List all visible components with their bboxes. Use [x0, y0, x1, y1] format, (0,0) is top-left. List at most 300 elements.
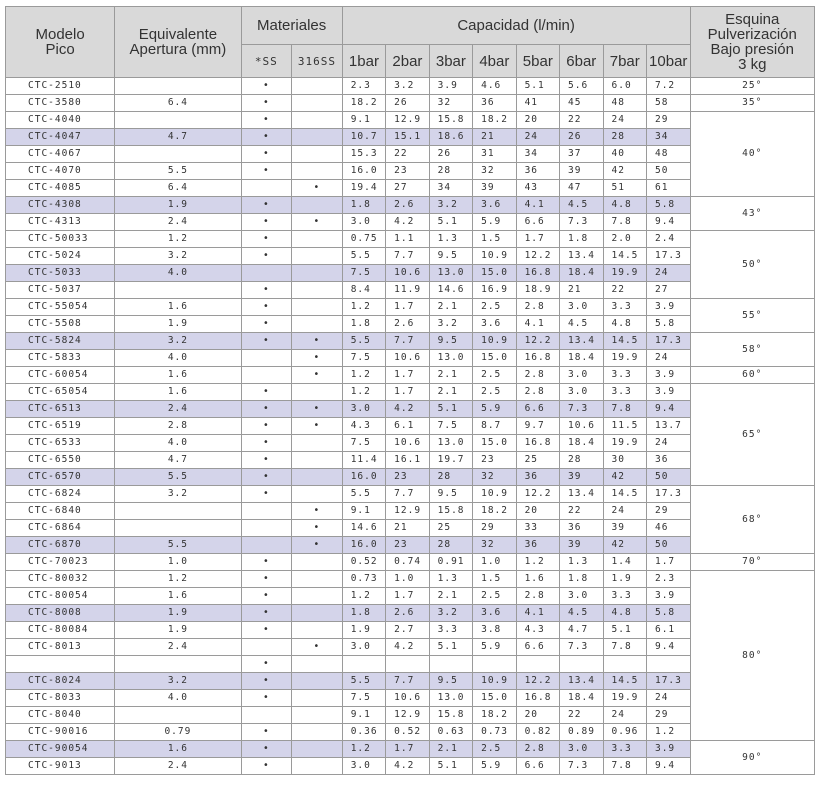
capacity-cell: 16.8 — [516, 350, 559, 367]
capacity-cell: 18.4 — [560, 690, 603, 707]
header-bar-7: 7bar — [603, 45, 646, 78]
capacity-cell: 4.8 — [603, 605, 646, 622]
model-cell: CTC-5033 — [6, 265, 115, 282]
model-cell: CTC-3580 — [6, 95, 115, 112]
capacity-cell: 1.7 — [386, 299, 429, 316]
capacity-cell: 7.7 — [386, 673, 429, 690]
capacity-cell: 2.5 — [473, 741, 516, 758]
capacity-cell: 7.5 — [342, 350, 385, 367]
capacity-cell: 9.5 — [429, 248, 472, 265]
table-row — [6, 112, 815, 129]
capacity-cell: 20 — [516, 503, 559, 520]
capacity-cell: 16.8 — [516, 265, 559, 282]
spray-angle-cell: 35° — [690, 95, 815, 112]
capacity-cell: 5.9 — [473, 214, 516, 231]
capacity-cell: 5.1 — [429, 401, 472, 418]
capacity-cell: 39 — [560, 163, 603, 180]
model-cell: CTC-5037 — [6, 282, 115, 299]
capacity-cell: 7.7 — [386, 248, 429, 265]
capacity-cell: 12.9 — [386, 503, 429, 520]
capacity-cell: 15.1 — [386, 129, 429, 146]
material-ss-cell: • — [241, 129, 292, 146]
model-cell: CTC-4085 — [6, 180, 115, 197]
capacity-cell: 1.6 — [516, 571, 559, 588]
capacity-cell: 2.5 — [473, 367, 516, 384]
capacity-cell: 4.8 — [603, 197, 646, 214]
spray-angle-cell: 43° — [690, 197, 815, 231]
material-316ss-cell — [292, 248, 343, 265]
capacity-cell: 2.0 — [603, 231, 646, 248]
capacity-cell: 3.0 — [342, 758, 385, 775]
capacity-cell: 3.0 — [560, 588, 603, 605]
capacity-cell: 37 — [560, 146, 603, 163]
capacity-cell: 2.3 — [646, 571, 690, 588]
capacity-cell: 5.9 — [473, 401, 516, 418]
aperture-cell — [115, 656, 241, 673]
capacity-cell: 3.0 — [342, 401, 385, 418]
capacity-cell: 2.6 — [386, 605, 429, 622]
capacity-cell: 7.2 — [646, 78, 690, 95]
capacity-cell: 9.1 — [342, 503, 385, 520]
capacity-cell: 46 — [646, 520, 690, 537]
capacity-cell: 7.8 — [603, 758, 646, 775]
capacity-cell: 32 — [473, 163, 516, 180]
capacity-cell: 39 — [560, 537, 603, 554]
capacity-cell: 19.7 — [429, 452, 472, 469]
capacity-cell: 9.4 — [646, 401, 690, 418]
table-row — [6, 231, 815, 248]
material-316ss-cell: • — [292, 214, 343, 231]
material-ss-cell: • — [241, 231, 292, 248]
capacity-cell: 12.2 — [516, 673, 559, 690]
header-bar-10: 10bar — [646, 45, 690, 78]
capacity-cell: 24 — [603, 707, 646, 724]
capacity-cell: 9.4 — [646, 214, 690, 231]
aperture-cell: 4.0 — [115, 265, 241, 282]
capacity-cell: 21 — [560, 282, 603, 299]
capacity-cell: 2.5 — [473, 384, 516, 401]
capacity-cell: 43 — [516, 180, 559, 197]
capacity-cell: 10.9 — [473, 486, 516, 503]
capacity-cell: 29 — [646, 112, 690, 129]
aperture-cell: 3.2 — [115, 673, 241, 690]
material-316ss-cell — [292, 231, 343, 248]
model-cell: CTC-4313 — [6, 214, 115, 231]
capacity-cell: 50 — [646, 537, 690, 554]
material-316ss-cell: • — [292, 520, 343, 537]
material-316ss-cell — [292, 95, 343, 112]
capacity-cell: 14.5 — [603, 486, 646, 503]
model-cell: CTC-6519 — [6, 418, 115, 435]
capacity-cell: 2.3 — [342, 78, 385, 95]
capacity-cell: 7.8 — [603, 639, 646, 656]
table-row — [6, 333, 815, 350]
model-cell: CTC-4040 — [6, 112, 115, 129]
capacity-cell: 48 — [646, 146, 690, 163]
material-ss-cell: • — [241, 197, 292, 214]
spray-angle-cell: 80° — [690, 571, 815, 741]
capacity-cell: 50 — [646, 163, 690, 180]
capacity-cell: 6.1 — [386, 418, 429, 435]
capacity-cell: 15.0 — [473, 350, 516, 367]
model-cell: CTC-8008 — [6, 605, 115, 622]
spray-angle-cell: 60° — [690, 367, 815, 384]
capacity-cell: 36 — [473, 95, 516, 112]
capacity-cell: 6.6 — [516, 401, 559, 418]
capacity-cell: 7.8 — [603, 401, 646, 418]
capacity-cell: 16.8 — [516, 690, 559, 707]
capacity-cell: 0.91 — [429, 554, 472, 571]
model-cell: CTC-2510 — [6, 78, 115, 95]
material-316ss-cell — [292, 673, 343, 690]
material-ss-cell — [241, 520, 292, 537]
capacity-cell: 10.6 — [560, 418, 603, 435]
aperture-cell: 2.8 — [115, 418, 241, 435]
capacity-cell: 4.1 — [516, 605, 559, 622]
capacity-cell: 20 — [516, 112, 559, 129]
material-ss-cell: • — [241, 418, 292, 435]
aperture-cell: 1.6 — [115, 367, 241, 384]
capacity-cell: 24 — [646, 350, 690, 367]
model-cell: CTC-60054 — [6, 367, 115, 384]
capacity-cell: 2.7 — [386, 622, 429, 639]
capacity-cell: 4.2 — [386, 639, 429, 656]
model-cell: CTC-5824 — [6, 333, 115, 350]
capacity-cell: 2.1 — [429, 299, 472, 316]
capacity-cell: 1.5 — [473, 571, 516, 588]
model-cell: CTC-5024 — [6, 248, 115, 265]
capacity-cell: 27 — [646, 282, 690, 299]
capacity-cell: 7.3 — [560, 401, 603, 418]
capacity-cell — [646, 656, 690, 673]
capacity-cell — [473, 656, 516, 673]
capacity-cell: 3.3 — [603, 299, 646, 316]
header-bar-2: 2bar — [386, 45, 429, 78]
material-ss-cell: • — [241, 605, 292, 622]
material-316ss-cell — [292, 707, 343, 724]
capacity-cell: 1.9 — [603, 571, 646, 588]
spray-angle-cell: 70° — [690, 554, 815, 571]
capacity-cell: 10.6 — [386, 265, 429, 282]
material-316ss-cell: • — [292, 418, 343, 435]
aperture-cell: 1.9 — [115, 605, 241, 622]
capacity-cell: 4.2 — [386, 214, 429, 231]
capacity-cell: 16.0 — [342, 537, 385, 554]
capacity-cell: 23 — [386, 537, 429, 554]
capacity-cell: 9.4 — [646, 758, 690, 775]
aperture-cell: 3.2 — [115, 248, 241, 265]
capacity-cell: 1.9 — [342, 622, 385, 639]
capacity-cell: 13.0 — [429, 435, 472, 452]
material-316ss-cell — [292, 622, 343, 639]
material-316ss-cell — [292, 112, 343, 129]
capacity-cell: 5.1 — [429, 758, 472, 775]
model-cell: CTC-8033 — [6, 690, 115, 707]
material-316ss-cell — [292, 129, 343, 146]
capacity-cell — [342, 656, 385, 673]
capacity-cell: 19.9 — [603, 350, 646, 367]
capacity-cell: 1.2 — [342, 384, 385, 401]
capacity-cell: 18.2 — [473, 112, 516, 129]
capacity-cell: 23 — [386, 163, 429, 180]
capacity-cell: 29 — [646, 503, 690, 520]
material-316ss-cell — [292, 724, 343, 741]
material-316ss-cell — [292, 571, 343, 588]
capacity-cell: 1.0 — [473, 554, 516, 571]
capacity-cell: 2.1 — [429, 367, 472, 384]
capacity-cell: 24 — [603, 112, 646, 129]
capacity-cell: 34 — [516, 146, 559, 163]
material-ss-cell — [241, 707, 292, 724]
capacity-cell: 23 — [473, 452, 516, 469]
capacity-cell: 4.3 — [516, 622, 559, 639]
material-316ss-cell: • — [292, 333, 343, 350]
capacity-cell: 13.4 — [560, 248, 603, 265]
material-316ss-cell — [292, 741, 343, 758]
capacity-cell: 23 — [386, 469, 429, 486]
capacity-cell: 14.6 — [342, 520, 385, 537]
material-ss-cell: • — [241, 673, 292, 690]
material-316ss-cell — [292, 452, 343, 469]
capacity-cell: 5.8 — [646, 605, 690, 622]
capacity-cell: 28 — [429, 537, 472, 554]
capacity-cell: 17.3 — [646, 333, 690, 350]
aperture-cell: 1.9 — [115, 622, 241, 639]
model-cell: CTC-4070 — [6, 163, 115, 180]
material-316ss-cell: • — [292, 503, 343, 520]
capacity-cell: 1.2 — [516, 554, 559, 571]
table-row — [6, 367, 815, 384]
capacity-cell: 16.0 — [342, 469, 385, 486]
aperture-cell: 6.4 — [115, 95, 241, 112]
material-316ss-cell — [292, 299, 343, 316]
capacity-cell: 32 — [429, 95, 472, 112]
aperture-cell: 1.0 — [115, 554, 241, 571]
capacity-cell: 3.9 — [646, 299, 690, 316]
material-ss-cell: • — [241, 656, 292, 673]
spray-angle-cell: 50° — [690, 231, 815, 299]
model-cell: CTC-8024 — [6, 673, 115, 690]
aperture-cell: 2.4 — [115, 401, 241, 418]
model-cell: CTC-90016 — [6, 724, 115, 741]
capacity-cell: 10.9 — [473, 248, 516, 265]
capacity-cell: 15.0 — [473, 690, 516, 707]
header-model: Modelo Pico — [6, 7, 115, 78]
capacity-cell: 2.8 — [516, 367, 559, 384]
capacity-cell: 14.5 — [603, 673, 646, 690]
aperture-cell — [115, 707, 241, 724]
capacity-cell: 5.1 — [429, 214, 472, 231]
aperture-cell: 1.9 — [115, 316, 241, 333]
capacity-cell: 5.5 — [342, 673, 385, 690]
capacity-cell: 6.6 — [516, 758, 559, 775]
capacity-cell: 11.4 — [342, 452, 385, 469]
capacity-cell: 2.5 — [473, 299, 516, 316]
capacity-cell — [560, 656, 603, 673]
material-316ss-cell — [292, 656, 343, 673]
model-cell: CTC-5833 — [6, 350, 115, 367]
capacity-cell: 5.9 — [473, 639, 516, 656]
capacity-cell: 2.8 — [516, 588, 559, 605]
capacity-cell: 5.1 — [603, 622, 646, 639]
capacity-cell: 39 — [473, 180, 516, 197]
capacity-cell: 25 — [429, 520, 472, 537]
material-ss-cell: • — [241, 724, 292, 741]
header-material-316ss: 316SS — [292, 45, 343, 78]
material-316ss-cell — [292, 435, 343, 452]
material-316ss-cell — [292, 554, 343, 571]
material-ss-cell: • — [241, 248, 292, 265]
capacity-cell: 17.3 — [646, 248, 690, 265]
table-row — [6, 95, 815, 112]
table-row — [6, 486, 815, 503]
model-cell: CTC-8040 — [6, 707, 115, 724]
capacity-cell: 2.1 — [429, 384, 472, 401]
capacity-cell: 7.5 — [342, 690, 385, 707]
material-ss-cell: • — [241, 741, 292, 758]
capacity-cell: 1.0 — [386, 571, 429, 588]
aperture-cell: 5.5 — [115, 469, 241, 486]
capacity-cell: 2.1 — [429, 741, 472, 758]
capacity-cell: 16.1 — [386, 452, 429, 469]
capacity-cell: 1.7 — [646, 554, 690, 571]
capacity-cell: 0.36 — [342, 724, 385, 741]
capacity-cell: 7.5 — [342, 265, 385, 282]
capacity-cell: 13.0 — [429, 265, 472, 282]
aperture-cell: 1.6 — [115, 299, 241, 316]
capacity-cell: 45 — [560, 95, 603, 112]
capacity-cell: 3.2 — [386, 78, 429, 95]
capacity-cell: 3.9 — [646, 384, 690, 401]
capacity-cell: 0.89 — [560, 724, 603, 741]
capacity-cell: 28 — [603, 129, 646, 146]
capacity-cell: 18.4 — [560, 435, 603, 452]
model-cell: CTC-6513 — [6, 401, 115, 418]
aperture-cell — [115, 78, 241, 95]
capacity-cell: 1.7 — [386, 367, 429, 384]
capacity-cell: 6.6 — [516, 214, 559, 231]
capacity-cell: 30 — [603, 452, 646, 469]
capacity-cell: 29 — [473, 520, 516, 537]
capacity-cell: 2.5 — [473, 588, 516, 605]
capacity-cell: 5.1 — [516, 78, 559, 95]
capacity-cell: 4.2 — [386, 758, 429, 775]
capacity-cell: 39 — [603, 520, 646, 537]
capacity-cell: 1.3 — [429, 231, 472, 248]
capacity-cell: 0.75 — [342, 231, 385, 248]
capacity-cell: 5.9 — [473, 758, 516, 775]
model-cell: CTC-6533 — [6, 435, 115, 452]
capacity-cell: 12.2 — [516, 248, 559, 265]
capacity-cell: 3.3 — [429, 622, 472, 639]
capacity-cell: 1.7 — [386, 384, 429, 401]
capacity-cell: 1.2 — [342, 588, 385, 605]
material-ss-cell: • — [241, 384, 292, 401]
capacity-cell — [386, 656, 429, 673]
header-materials: Materiales — [241, 7, 342, 45]
material-ss-cell: • — [241, 435, 292, 452]
material-ss-cell — [241, 350, 292, 367]
capacity-cell: 2.8 — [516, 384, 559, 401]
model-cell: CTC-5508 — [6, 316, 115, 333]
capacity-cell: 18.4 — [560, 265, 603, 282]
capacity-cell: 11.9 — [386, 282, 429, 299]
capacity-cell: 13.0 — [429, 350, 472, 367]
capacity-cell: 36 — [560, 520, 603, 537]
capacity-cell: 31 — [473, 146, 516, 163]
capacity-cell: 28 — [429, 163, 472, 180]
capacity-cell: 1.4 — [603, 554, 646, 571]
capacity-cell: 1.5 — [473, 231, 516, 248]
capacity-cell: 42 — [603, 537, 646, 554]
capacity-cell: 28 — [429, 469, 472, 486]
capacity-cell: 4.1 — [516, 197, 559, 214]
capacity-cell: 17.3 — [646, 673, 690, 690]
capacity-cell: 15.0 — [473, 265, 516, 282]
capacity-cell: 24 — [516, 129, 559, 146]
model-cell: CTC-8013 — [6, 639, 115, 656]
capacity-cell: 6.1 — [646, 622, 690, 639]
capacity-cell: 1.2 — [342, 741, 385, 758]
capacity-cell: 1.8 — [560, 231, 603, 248]
capacity-cell: 34 — [646, 129, 690, 146]
capacity-cell: 10.6 — [386, 350, 429, 367]
header-material-ss: *SS — [241, 45, 292, 78]
capacity-cell: 12.2 — [516, 333, 559, 350]
material-ss-cell: • — [241, 316, 292, 333]
capacity-cell: 3.0 — [560, 367, 603, 384]
table-row — [6, 571, 815, 588]
capacity-cell: 1.2 — [342, 367, 385, 384]
aperture-cell: 1.6 — [115, 588, 241, 605]
header-bar-3: 3bar — [429, 45, 472, 78]
capacity-cell: 15.8 — [429, 503, 472, 520]
model-cell: CTC-80084 — [6, 622, 115, 639]
aperture-cell: 1.9 — [115, 197, 241, 214]
spray-angle-cell: 68° — [690, 486, 815, 554]
capacity-cell: 21 — [473, 129, 516, 146]
nozzle-spec-table — [5, 6, 815, 775]
aperture-cell: 4.7 — [115, 452, 241, 469]
capacity-cell: 9.4 — [646, 639, 690, 656]
material-ss-cell: • — [241, 571, 292, 588]
capacity-cell: 4.7 — [560, 622, 603, 639]
header-bar-1: 1bar — [342, 45, 385, 78]
capacity-cell: 4.5 — [560, 605, 603, 622]
capacity-cell: 5.5 — [342, 248, 385, 265]
capacity-cell: 0.82 — [516, 724, 559, 741]
material-316ss-cell — [292, 384, 343, 401]
capacity-cell: 16.9 — [473, 282, 516, 299]
capacity-cell: 26 — [429, 146, 472, 163]
capacity-cell: 0.52 — [342, 554, 385, 571]
capacity-cell: 19.9 — [603, 690, 646, 707]
capacity-cell: 18.2 — [342, 95, 385, 112]
capacity-cell: 7.7 — [386, 333, 429, 350]
capacity-cell: 41 — [516, 95, 559, 112]
aperture-cell: 2.4 — [115, 758, 241, 775]
material-ss-cell: • — [241, 78, 292, 95]
capacity-cell: 0.96 — [603, 724, 646, 741]
capacity-cell: 21 — [386, 520, 429, 537]
capacity-cell: 15.8 — [429, 112, 472, 129]
capacity-cell: 9.5 — [429, 673, 472, 690]
material-ss-cell: • — [241, 588, 292, 605]
capacity-cell: 6.6 — [516, 639, 559, 656]
capacity-cell: 4.6 — [473, 78, 516, 95]
model-cell: CTC-6864 — [6, 520, 115, 537]
material-316ss-cell — [292, 78, 343, 95]
